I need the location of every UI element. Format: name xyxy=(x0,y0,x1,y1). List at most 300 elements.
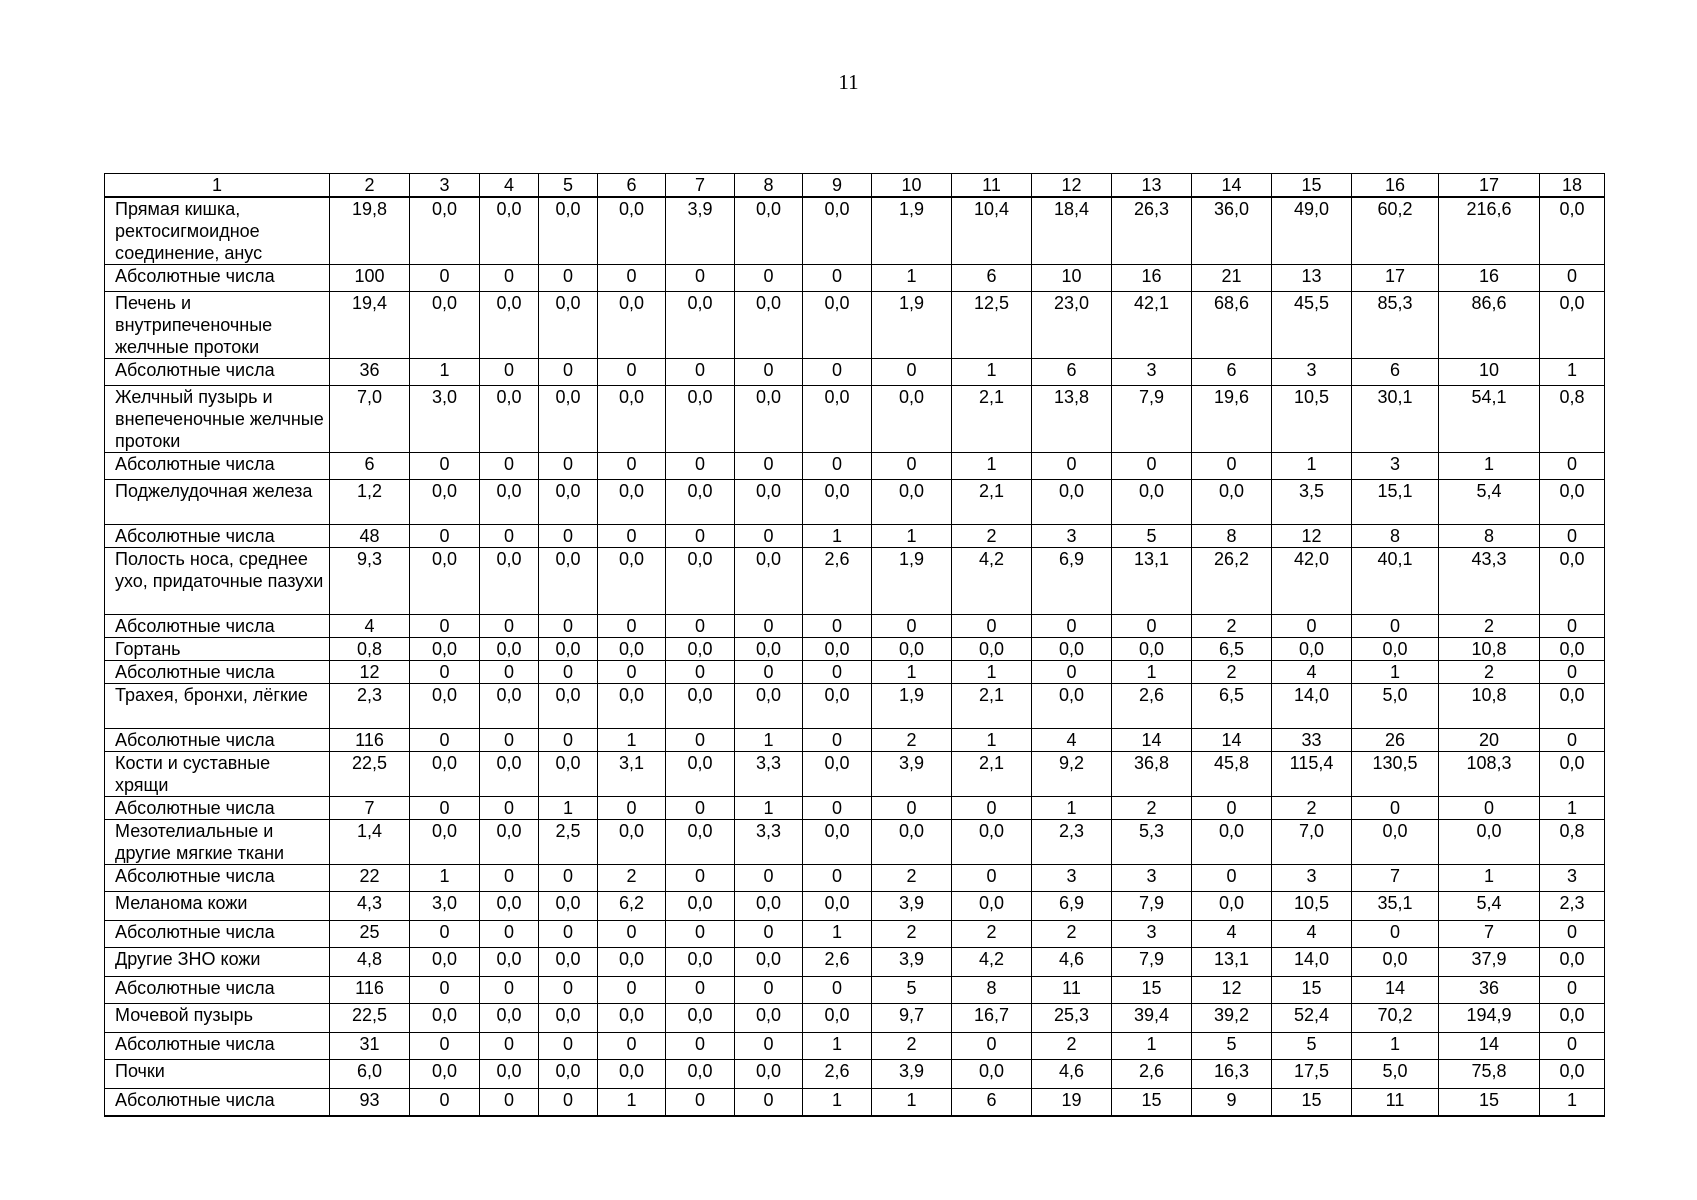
table-cell: 0,0 xyxy=(410,638,480,661)
table-row xyxy=(105,921,1605,948)
table-cell: 0,0 xyxy=(410,1004,480,1033)
column-header: 17 xyxy=(1439,174,1540,198)
table-cell: 0 xyxy=(1540,977,1605,1004)
table-cell: 0 xyxy=(1352,921,1439,948)
table-cell: 0,0 xyxy=(1032,684,1112,729)
table-cell: 0 xyxy=(480,615,539,638)
table-cell: 43,3 xyxy=(1439,548,1540,615)
table-cell: 1,9 xyxy=(872,684,952,729)
table-cell: 0,0 xyxy=(666,292,735,359)
table-cell: 0 xyxy=(480,525,539,548)
table-header-row xyxy=(105,174,1605,198)
table-cell: 3,9 xyxy=(666,197,735,265)
table-cell: 0 xyxy=(539,359,598,386)
table-cell: 0,0 xyxy=(598,197,666,265)
table-cell: 13,1 xyxy=(1112,548,1192,615)
table-cell: 0 xyxy=(539,453,598,480)
table-cell: 0 xyxy=(952,797,1032,820)
column-header: 14 xyxy=(1192,174,1272,198)
table-cell: 0,0 xyxy=(666,1060,735,1089)
table-cell: 0 xyxy=(666,265,735,292)
table-cell: 4 xyxy=(330,615,410,638)
table-cell: 0 xyxy=(1032,661,1112,684)
table-row xyxy=(105,661,1605,684)
table-cell: 2,6 xyxy=(1112,1060,1192,1089)
table-cell: 0,0 xyxy=(1540,292,1605,359)
table-row xyxy=(105,480,1605,525)
table-cell: 0,0 xyxy=(539,386,598,453)
table-cell: 4 xyxy=(1032,729,1112,752)
row-label: Мезотелиальные и другие мягкие ткани xyxy=(105,820,330,865)
table-cell: 0,0 xyxy=(598,820,666,865)
table-cell: 2 xyxy=(1272,797,1352,820)
table-cell: 0,0 xyxy=(1540,684,1605,729)
table-cell: 11 xyxy=(1032,977,1112,1004)
table-cell: 0,0 xyxy=(598,386,666,453)
table-cell: 86,6 xyxy=(1439,292,1540,359)
table-cell: 0,0 xyxy=(480,548,539,615)
table-cell: 1 xyxy=(1112,1033,1192,1060)
table-cell: 216,6 xyxy=(1439,197,1540,265)
table-cell: 0,0 xyxy=(735,386,803,453)
table-cell: 10 xyxy=(1439,359,1540,386)
table-cell: 1 xyxy=(410,359,480,386)
table-cell: 6,0 xyxy=(330,1060,410,1089)
table-cell: 2,1 xyxy=(952,386,1032,453)
table-cell: 0,0 xyxy=(598,1060,666,1089)
table-cell: 0 xyxy=(803,359,872,386)
table-cell: 0 xyxy=(1272,615,1352,638)
table-cell: 0,0 xyxy=(539,948,598,977)
table-cell: 0 xyxy=(735,359,803,386)
row-label: Почки xyxy=(105,1060,330,1089)
table-row xyxy=(105,977,1605,1004)
table-cell: 5,0 xyxy=(1352,684,1439,729)
table-cell: 0,0 xyxy=(539,752,598,797)
row-label: Печень и внутрипеченочные желчные протоки xyxy=(105,292,330,359)
table-cell: 18,4 xyxy=(1032,197,1112,265)
table-cell: 0 xyxy=(872,359,952,386)
table-cell: 116 xyxy=(330,977,410,1004)
table-cell: 0,0 xyxy=(598,1004,666,1033)
table-cell: 1 xyxy=(952,359,1032,386)
table-cell: 0,0 xyxy=(666,892,735,921)
table-row xyxy=(105,865,1605,892)
table-cell: 17 xyxy=(1352,265,1439,292)
table-cell: 1 xyxy=(735,729,803,752)
table-cell: 19,4 xyxy=(330,292,410,359)
table-cell: 115,4 xyxy=(1272,752,1352,797)
table-cell: 0,0 xyxy=(666,948,735,977)
table-cell: 0,0 xyxy=(803,820,872,865)
row-label: Абсолютные числа xyxy=(105,615,330,638)
table-cell: 1 xyxy=(1540,1089,1605,1117)
table-cell: 0,0 xyxy=(410,197,480,265)
table-cell: 0,0 xyxy=(872,386,952,453)
table-cell: 0 xyxy=(539,525,598,548)
table-cell: 6,2 xyxy=(598,892,666,921)
table-cell: 14 xyxy=(1352,977,1439,1004)
table-row xyxy=(105,1060,1605,1089)
column-header: 11 xyxy=(952,174,1032,198)
table-cell: 3,9 xyxy=(872,752,952,797)
table-cell: 0,0 xyxy=(539,197,598,265)
table-cell: 0 xyxy=(598,921,666,948)
table-cell: 1 xyxy=(1439,453,1540,480)
table-cell: 0,0 xyxy=(1272,638,1352,661)
table-cell: 40,1 xyxy=(1352,548,1439,615)
table-cell: 0,0 xyxy=(952,1060,1032,1089)
table-cell: 0,0 xyxy=(410,684,480,729)
table-cell: 4,2 xyxy=(952,948,1032,977)
row-label: Меланома кожи xyxy=(105,892,330,921)
table-row xyxy=(105,797,1605,820)
table-cell: 0,0 xyxy=(803,292,872,359)
table-cell: 10 xyxy=(1032,265,1112,292)
column-header: 2 xyxy=(330,174,410,198)
table-cell: 2,1 xyxy=(952,752,1032,797)
table-cell: 0,0 xyxy=(1540,638,1605,661)
table-cell: 108,3 xyxy=(1439,752,1540,797)
table-cell: 0 xyxy=(1540,1033,1605,1060)
table-cell: 6 xyxy=(1032,359,1112,386)
table-cell: 0,0 xyxy=(598,948,666,977)
table-cell: 0 xyxy=(480,977,539,1004)
table-cell: 20 xyxy=(1439,729,1540,752)
table-cell: 0,0 xyxy=(952,892,1032,921)
table-cell: 0 xyxy=(666,359,735,386)
table-cell: 10,5 xyxy=(1272,892,1352,921)
table-cell: 2 xyxy=(952,525,1032,548)
table-cell: 0,0 xyxy=(1352,820,1439,865)
column-header: 13 xyxy=(1112,174,1192,198)
table-cell: 5 xyxy=(1272,1033,1352,1060)
table-cell: 0 xyxy=(410,265,480,292)
table-cell: 0 xyxy=(1112,453,1192,480)
table-row xyxy=(105,265,1605,292)
table-cell: 0 xyxy=(666,797,735,820)
table-cell: 100 xyxy=(330,265,410,292)
table-cell: 0 xyxy=(735,865,803,892)
table-cell: 54,1 xyxy=(1439,386,1540,453)
table-cell: 4 xyxy=(1272,661,1352,684)
table-cell: 2,6 xyxy=(803,548,872,615)
table-cell: 2 xyxy=(1439,661,1540,684)
table-cell: 8 xyxy=(1192,525,1272,548)
table-cell: 0,0 xyxy=(803,684,872,729)
row-label: Абсолютные числа xyxy=(105,797,330,820)
table-cell: 15 xyxy=(1112,977,1192,1004)
table-cell: 0 xyxy=(410,525,480,548)
table-cell: 0 xyxy=(598,797,666,820)
table-cell: 21 xyxy=(1192,265,1272,292)
column-header: 18 xyxy=(1540,174,1605,198)
table-cell: 85,3 xyxy=(1352,292,1439,359)
table-cell: 0,0 xyxy=(480,386,539,453)
table-cell: 14,0 xyxy=(1272,948,1352,977)
table-cell: 0,0 xyxy=(872,638,952,661)
table-cell: 0 xyxy=(666,1033,735,1060)
table-cell: 0 xyxy=(666,865,735,892)
table-cell: 31 xyxy=(330,1033,410,1060)
table-cell: 2 xyxy=(872,921,952,948)
table-cell: 3,3 xyxy=(735,752,803,797)
table-cell: 2 xyxy=(1439,615,1540,638)
table-cell: 3 xyxy=(1112,921,1192,948)
table-cell: 36 xyxy=(330,359,410,386)
table-cell: 1 xyxy=(735,797,803,820)
table-cell: 0 xyxy=(1540,265,1605,292)
table-cell: 0,0 xyxy=(410,292,480,359)
table-cell: 4,8 xyxy=(330,948,410,977)
table-cell: 2 xyxy=(1112,797,1192,820)
table-cell: 0,0 xyxy=(803,892,872,921)
table-cell: 0,0 xyxy=(666,684,735,729)
table-cell: 0,0 xyxy=(539,292,598,359)
row-label: Кости и суставные хрящи xyxy=(105,752,330,797)
row-label: Мочевой пузырь xyxy=(105,1004,330,1033)
table-cell: 1 xyxy=(872,661,952,684)
table-cell: 0,0 xyxy=(803,1004,872,1033)
table-cell: 0 xyxy=(735,615,803,638)
table-cell: 0 xyxy=(410,921,480,948)
table-cell: 1 xyxy=(1540,359,1605,386)
table-cell: 16 xyxy=(1112,265,1192,292)
table-cell: 42,1 xyxy=(1112,292,1192,359)
table-cell: 0 xyxy=(803,977,872,1004)
table-cell: 0,0 xyxy=(735,948,803,977)
table-cell: 0 xyxy=(598,525,666,548)
table-cell: 0 xyxy=(598,661,666,684)
table-cell: 2 xyxy=(1192,615,1272,638)
table-row xyxy=(105,892,1605,921)
column-header: 1 xyxy=(105,174,330,198)
table-cell: 0,0 xyxy=(666,820,735,865)
table-cell: 19,8 xyxy=(330,197,410,265)
row-label: Абсолютные числа xyxy=(105,1089,330,1117)
table-row xyxy=(105,453,1605,480)
table-cell: 0,0 xyxy=(1192,820,1272,865)
table-cell: 3 xyxy=(1112,359,1192,386)
table-cell: 0 xyxy=(480,729,539,752)
table-cell: 0 xyxy=(803,615,872,638)
table-row xyxy=(105,386,1605,453)
table-cell: 116 xyxy=(330,729,410,752)
incidence-table xyxy=(104,173,1605,1117)
table-cell: 1 xyxy=(1272,453,1352,480)
table-cell: 0,0 xyxy=(480,480,539,525)
table-cell: 45,8 xyxy=(1192,752,1272,797)
table-cell: 1 xyxy=(1112,661,1192,684)
table-cell: 3 xyxy=(1032,865,1112,892)
table-cell: 10,8 xyxy=(1439,638,1540,661)
table-cell: 1 xyxy=(1439,865,1540,892)
table-cell: 0 xyxy=(410,977,480,1004)
table-cell: 0 xyxy=(666,921,735,948)
table-cell: 13,8 xyxy=(1032,386,1112,453)
row-label: Абсолютные числа xyxy=(105,921,330,948)
table-cell: 5,4 xyxy=(1439,892,1540,921)
table-cell: 70,2 xyxy=(1352,1004,1439,1033)
row-label: Абсолютные числа xyxy=(105,359,330,386)
table-cell: 33 xyxy=(1272,729,1352,752)
table-cell: 0 xyxy=(952,615,1032,638)
table-cell: 1 xyxy=(803,921,872,948)
table-cell: 2,6 xyxy=(803,1060,872,1089)
table-cell: 5,3 xyxy=(1112,820,1192,865)
table-cell: 0,0 xyxy=(1540,548,1605,615)
table-cell: 7 xyxy=(1439,921,1540,948)
table-cell: 0 xyxy=(410,729,480,752)
table-cell: 36 xyxy=(1439,977,1540,1004)
table-cell: 0 xyxy=(1540,525,1605,548)
table-cell: 6,5 xyxy=(1192,684,1272,729)
table-cell: 0 xyxy=(480,661,539,684)
table-cell: 0,0 xyxy=(1352,638,1439,661)
table-cell: 0 xyxy=(539,615,598,638)
table-cell: 2,3 xyxy=(1540,892,1605,921)
table-cell: 42,0 xyxy=(1272,548,1352,615)
table-cell: 0 xyxy=(735,265,803,292)
table-cell: 1 xyxy=(539,797,598,820)
row-label: Абсолютные числа xyxy=(105,453,330,480)
table-cell: 6,5 xyxy=(1192,638,1272,661)
table-cell: 0,0 xyxy=(410,752,480,797)
table-cell: 1 xyxy=(952,661,1032,684)
table-cell: 6,9 xyxy=(1032,892,1112,921)
table-cell: 0 xyxy=(539,921,598,948)
table-cell: 17,5 xyxy=(1272,1060,1352,1089)
row-label: Гортань xyxy=(105,638,330,661)
table-cell: 3 xyxy=(1272,359,1352,386)
table-cell: 0,0 xyxy=(598,638,666,661)
table-cell: 1 xyxy=(1352,1033,1439,1060)
table-cell: 2 xyxy=(1032,1033,1112,1060)
table-cell: 3 xyxy=(1112,865,1192,892)
table-cell: 9 xyxy=(1192,1089,1272,1117)
table-cell: 14,0 xyxy=(1272,684,1352,729)
table-cell: 0 xyxy=(480,453,539,480)
table-row xyxy=(105,1033,1605,1060)
table-cell: 0 xyxy=(410,661,480,684)
table-cell: 0,0 xyxy=(480,197,539,265)
table-cell: 0 xyxy=(598,977,666,1004)
table-cell: 5 xyxy=(872,977,952,1004)
table-cell: 0 xyxy=(598,1033,666,1060)
table-cell: 0,0 xyxy=(735,892,803,921)
table-cell: 52,4 xyxy=(1272,1004,1352,1033)
table-cell: 0,0 xyxy=(735,197,803,265)
table-cell: 3,0 xyxy=(410,892,480,921)
table-row xyxy=(105,525,1605,548)
table-cell: 0 xyxy=(410,1089,480,1117)
table-cell: 15 xyxy=(1112,1089,1192,1117)
table-cell: 1,9 xyxy=(872,548,952,615)
table-cell: 37,9 xyxy=(1439,948,1540,977)
table-cell: 5 xyxy=(1112,525,1192,548)
table-cell: 0,0 xyxy=(872,820,952,865)
table-cell: 0 xyxy=(480,1033,539,1060)
table-cell: 9,2 xyxy=(1032,752,1112,797)
table-cell: 0 xyxy=(1540,615,1605,638)
column-header: 15 xyxy=(1272,174,1352,198)
table-cell: 0 xyxy=(1112,615,1192,638)
table-cell: 5,0 xyxy=(1352,1060,1439,1089)
table-cell: 0 xyxy=(410,615,480,638)
table-cell: 7,9 xyxy=(1112,892,1192,921)
table-cell: 1 xyxy=(1540,797,1605,820)
table-cell: 5,4 xyxy=(1439,480,1540,525)
table-cell: 8 xyxy=(1352,525,1439,548)
table-cell: 0,0 xyxy=(735,548,803,615)
table-cell: 0,0 xyxy=(480,1004,539,1033)
table-row xyxy=(105,948,1605,977)
table-cell: 0 xyxy=(1439,797,1540,820)
table-cell: 49,0 xyxy=(1272,197,1352,265)
table-cell: 0 xyxy=(598,453,666,480)
table-cell: 0,0 xyxy=(666,638,735,661)
table-cell: 0,0 xyxy=(539,1004,598,1033)
table-cell: 1 xyxy=(803,1033,872,1060)
table-cell: 0,0 xyxy=(952,638,1032,661)
table-cell: 0 xyxy=(480,921,539,948)
table-cell: 23,0 xyxy=(1032,292,1112,359)
table-cell: 0 xyxy=(735,661,803,684)
table-cell: 14 xyxy=(1192,729,1272,752)
table-cell: 68,6 xyxy=(1192,292,1272,359)
table-cell: 8 xyxy=(952,977,1032,1004)
row-label: Абсолютные числа xyxy=(105,525,330,548)
table-cell: 2 xyxy=(872,1033,952,1060)
table-cell: 0 xyxy=(872,615,952,638)
row-label: Поджелудочная железа xyxy=(105,480,330,525)
table-cell: 0 xyxy=(666,453,735,480)
table-cell: 12 xyxy=(1192,977,1272,1004)
table-cell: 0,0 xyxy=(803,197,872,265)
table-cell: 0 xyxy=(666,1089,735,1117)
table-cell: 0,8 xyxy=(330,638,410,661)
table-cell: 1,9 xyxy=(872,197,952,265)
table-cell: 60,2 xyxy=(1352,197,1439,265)
table-cell: 0 xyxy=(598,359,666,386)
table-cell: 0 xyxy=(803,729,872,752)
table-cell: 0,0 xyxy=(1439,820,1540,865)
table-cell: 3,0 xyxy=(410,386,480,453)
table-cell: 4 xyxy=(1192,921,1272,948)
table-cell: 0 xyxy=(539,1089,598,1117)
table-cell: 10,4 xyxy=(952,197,1032,265)
table-cell: 0,0 xyxy=(480,684,539,729)
table-cell: 26 xyxy=(1352,729,1439,752)
table-cell: 0,0 xyxy=(666,548,735,615)
table-cell: 2,6 xyxy=(1112,684,1192,729)
table-cell: 2,3 xyxy=(330,684,410,729)
table-cell: 6 xyxy=(330,453,410,480)
table-row xyxy=(105,197,1605,265)
column-header: 4 xyxy=(480,174,539,198)
table-cell: 0,0 xyxy=(598,684,666,729)
table-cell: 14 xyxy=(1439,1033,1540,1060)
table-cell: 0,8 xyxy=(1540,386,1605,453)
column-header: 5 xyxy=(539,174,598,198)
table-cell: 1 xyxy=(598,1089,666,1117)
table-cell: 8 xyxy=(1439,525,1540,548)
table-cell: 0 xyxy=(666,615,735,638)
table-cell: 0 xyxy=(803,661,872,684)
column-header: 7 xyxy=(666,174,735,198)
table-cell: 2 xyxy=(872,729,952,752)
table-cell: 0 xyxy=(952,865,1032,892)
